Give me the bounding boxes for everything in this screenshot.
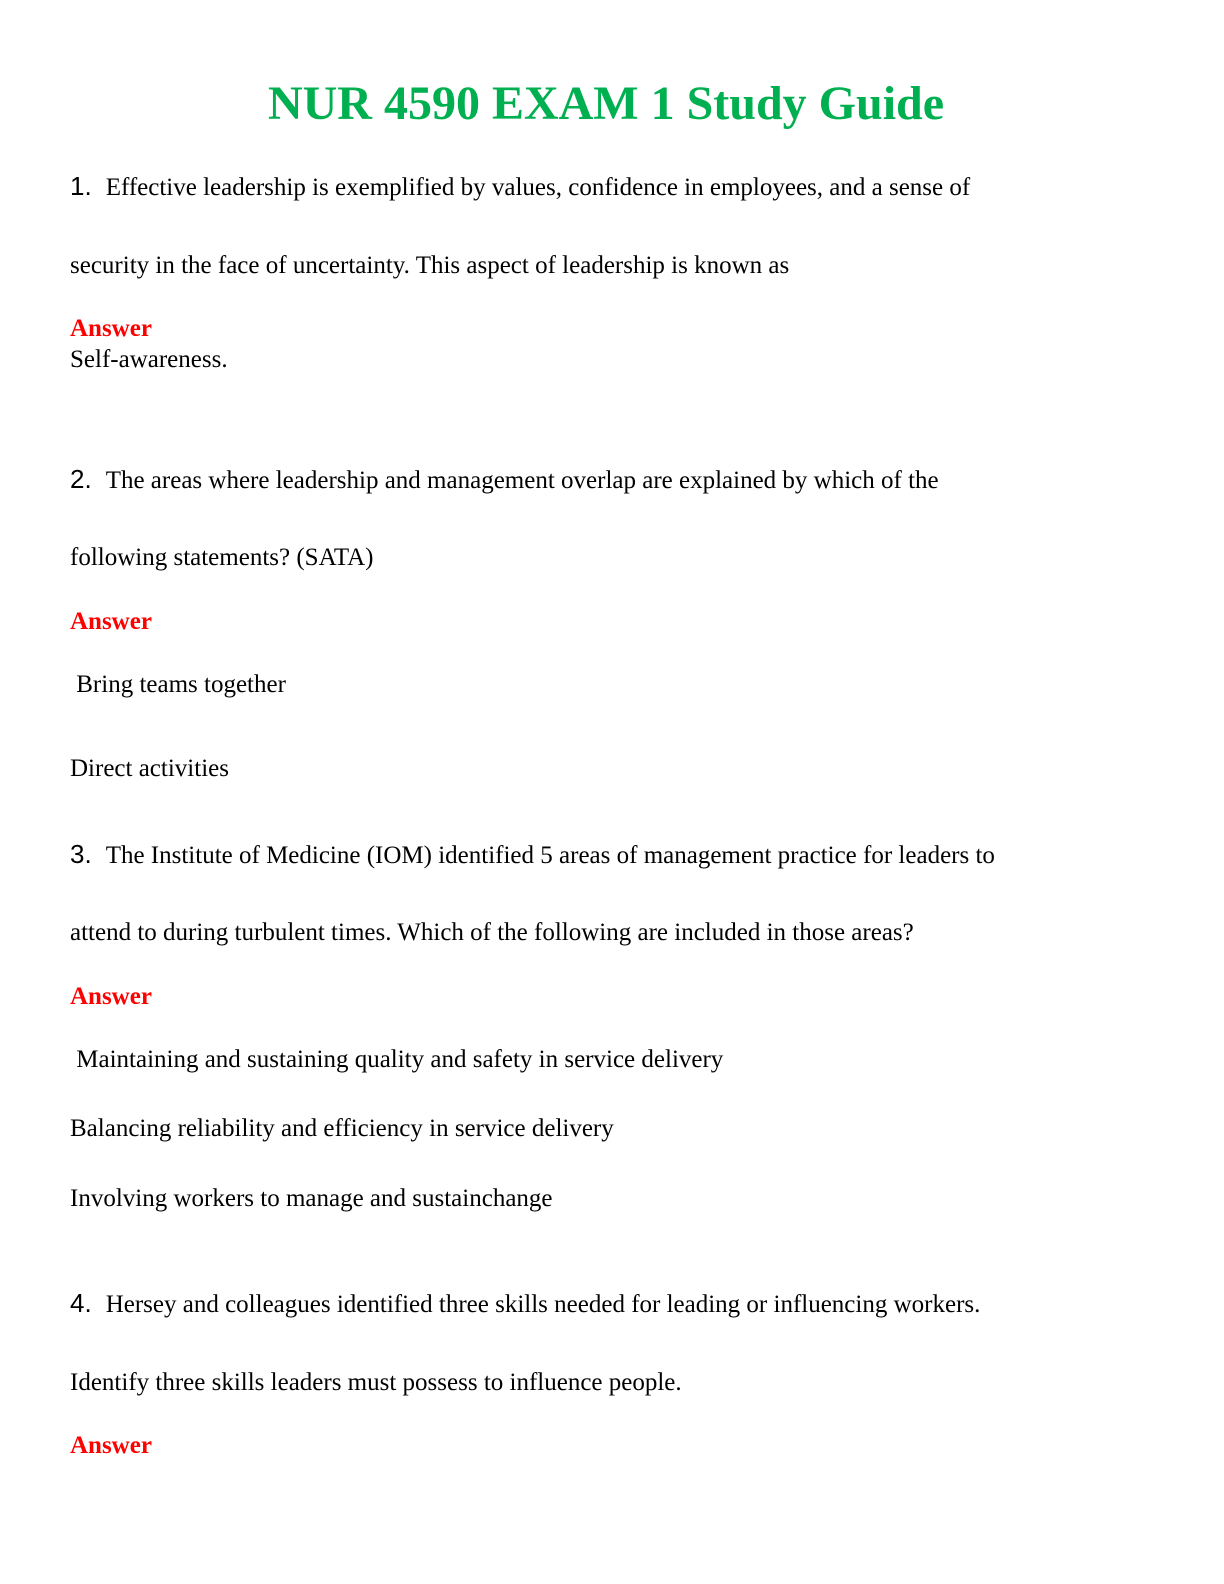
question-1-line-2: security in the face of uncertainty. This aspect of leadership is known as [70,252,790,279]
question-3-answer-3: Involving workers to manage and sustainchange [70,1185,553,1212]
question-1-answer-1: Self-awareness. [70,346,228,373]
question-1-number: 1. [70,171,92,201]
question-4-line-2: Identify three skills leaders must possess to influence people. [70,1369,682,1396]
question-3-number: 3. [70,839,92,869]
question-3-answer-1: Maintaining and sustaining quality and safety in service delivery [70,1046,724,1073]
question-3-answer-2: Balancing reliability and efficiency in service delivery [70,1115,614,1142]
question-4-text-1: Hersey and colleagues identified three skills needed for leading or influencing workers. [105,1291,981,1318]
question-3-text-1: The Institute of Medicine (IOM) identified 5 areas of management practice for leaders to [105,842,995,869]
question-2-answer-1: Bring teams together [70,671,286,698]
question-2-text-1: The areas where leadership and management overlap are explained by which of the [105,467,939,494]
question-3-line-1 [70,838,995,872]
question-2-number: 2. [70,464,92,494]
question-4-answer-label: Answer [70,1432,152,1459]
question-3-line-2: attend to during turbulent times. Which of the following are included in those areas? [70,919,914,946]
question-3-answer-label: Answer [70,983,152,1010]
question-2-answer-2: Direct activities [70,755,229,782]
question-2-line-2: following statements? (SATA) [70,544,374,571]
question-4-line-1 [70,1287,980,1321]
page-title: NUR 4590 EXAM 1 Study Guide [267,77,945,130]
question-1-line-1 [70,170,970,204]
question-2-answer-label: Answer [70,608,152,635]
question-2-line-1 [70,463,939,497]
question-1-answer-label: Answer [70,315,152,342]
question-4-number: 4. [70,1288,92,1318]
question-1-text-1: Effective leadership is exemplified by values, confidence in employees, and a sense of [105,174,971,201]
